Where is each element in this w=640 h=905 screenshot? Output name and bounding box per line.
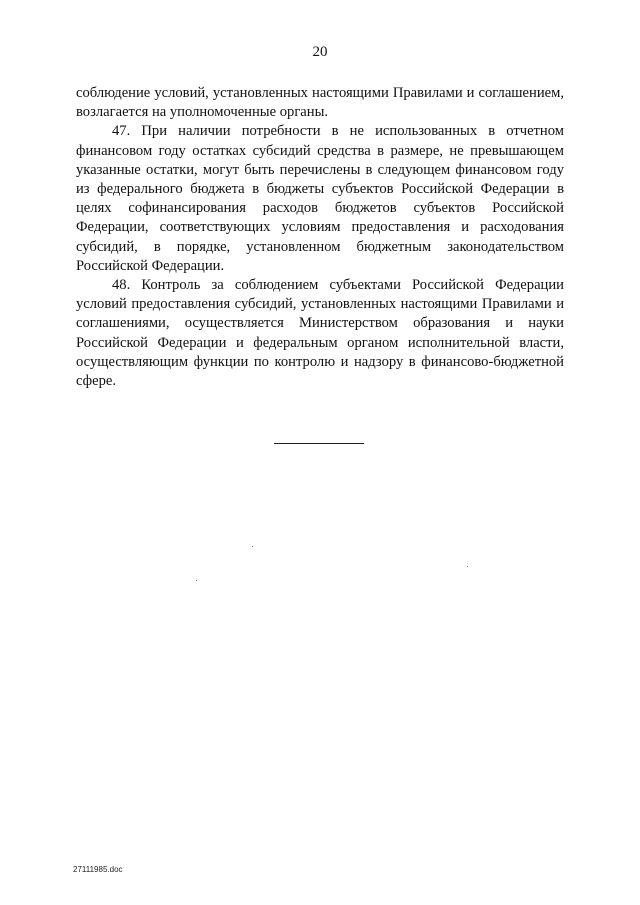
- paragraph-48: 48. Контроль за соблюдением субъектами Российской Федерации условий предоставления субсидий, установленных настоящими Правилами и соглашениями, осуществляется Министерством образования и науки Российской Федерации и федеральным органом исполнительной власти, осуществляющим функции по контролю и надзору в финансово-бюджетной сфере.: [76, 277, 564, 390]
- scan-speck: [252, 546, 253, 547]
- scan-speck: [196, 580, 197, 581]
- scan-speck: [467, 566, 468, 567]
- document-body: [76, 84, 564, 391]
- paragraph-continuation: соблюдение условий, установленных настоящими Правилами и соглашением, возлагается на уполномоченные органы.: [76, 85, 564, 121]
- end-separator-line: [274, 443, 364, 444]
- page-number: 20: [312, 44, 328, 60]
- document-file-code: 27111985.doc: [73, 865, 123, 874]
- paragraph-47: 47. При наличии потребности в не использованных в отчетном финансовом году остатках субсидий средства в размере, не превышающем указанные остатки, могут быть перечислены в следующем финансовом году из федерального бюджета в бюджеты субъектов Российской Федерации в целях софинансирования расходов бюджетов субъектов Российской Федерации, соответствующих условиям предоставления и расходования субсидий, в порядке, установленном бюджетным законодательством Российской Федерации.: [76, 123, 564, 274]
